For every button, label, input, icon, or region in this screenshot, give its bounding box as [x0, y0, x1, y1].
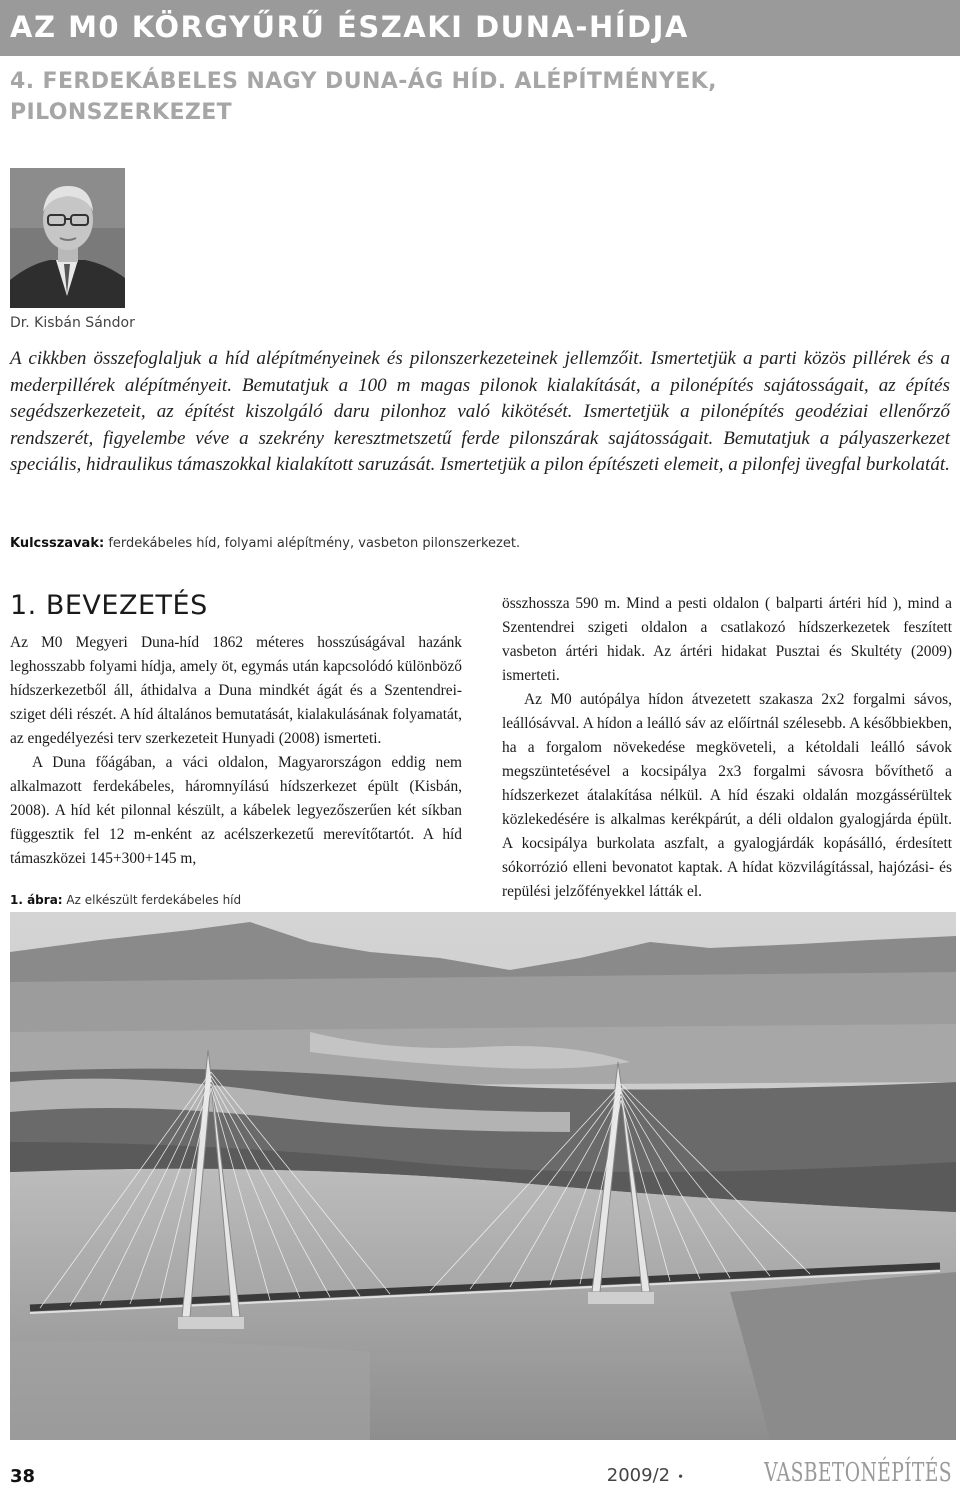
body-paragraph: Az M0 Megyeri Duna-híd 1862 méteres hosszúságával hazánk leghosszabb folyami hídja, amely öt, egymás után kapcsolódó különböző hídszerkezetből áll, áthidalva a Duna mindkét ágát és a Szentendrei-sziget déli részét. A híd általános bemutatását, kialakulásának folyamatát, az engedélyezési terv szerkezeteit Hunyadi (2008) ismerteti. [10, 634, 462, 747]
journal-logo: VASBETONÉPÍTÉS [764, 1458, 952, 1488]
body-paragraph: A Duna főágában, a váci oldalon, Magyarországon eddig nem alkalmazott ferdekábeles, háromnyílású hídszerkezet épült (Kisbán, 2008). A híd két pilonnal készült, a kábelek legyezőszerűen két síkban függesztik fel 12 m-enként az acélszerkezetű merevítőtartót. A híd támaszközei 145+300+145 m, [10, 754, 462, 867]
left-column [10, 590, 462, 871]
article-subtitle: 4. FERDEKÁBELES NAGY DUNA-ÁG HÍD. ALÉPÍTMÉNYEK, PILONSZERKEZET [10, 69, 717, 125]
keywords-text: ferdekábeles híd, folyami alépítmény, vasbeton pilonszerkezet. [108, 536, 521, 551]
author-name: Dr. Kisbán Sándor [10, 315, 135, 331]
figure-caption-text: Az elkészült ferdekábeles híd [66, 893, 242, 907]
figure-caption [10, 893, 241, 907]
title-banner [0, 0, 960, 56]
page-number: 38 [10, 1466, 36, 1487]
figure-label: 1. ábra: [10, 893, 63, 907]
page-title: AZ M0 KÖRGYŰRŰ ÉSZAKI DUNA-HÍDJA [10, 10, 689, 44]
keywords [10, 536, 950, 551]
author-portrait [10, 168, 125, 308]
body-paragraph: Az M0 autópálya hídon átvezetett szakasza 2x2 forgalmi sávos, leállósávval. A hídon a leálló sáv az előírtnál szélesebb. A későbbiekben, ha a forgalom növekedése megköveteli, a kétoldali leálló sávok megszüntetésével a kocsipálya 2x3 forgalmi sávosra bővíthető a hídszerkezet átalakítása nélkül. A híd északi oldalán mozgássérültek közlekedésére is alkalmas kerékpárút, a déli oldalon gyalogjárda épült. A kocsipálya burkolata aszfalt, a gyalogjárdák kopásálló, érdesített sókorrózió elleni bevonatot kaptak. A hídat közvilágítással, hajózási- és repülési jelzőfényekkel látták el. [502, 691, 952, 900]
bridge-photo [10, 912, 956, 1440]
section-title: 1. BEVEZETÉS [10, 590, 208, 621]
issue-number: 2009/2 [606, 1465, 671, 1486]
keywords-label: Kulcsszavak: [10, 536, 105, 551]
journal-footer [607, 1458, 952, 1488]
right-column [502, 592, 952, 904]
body-paragraph: összhossza 590 m. Mind a pesti oldalon ( balparti ártéri híd ), mind a Szentendrei szigeti oldalon a csatlakozó hídszerkezetek feszített vasbeton ártéri hidak. Az ártéri hidakat Pusztai és Skultéty (2009) ismerteti. [502, 595, 952, 684]
abstract: A cikkben összefoglaljuk a híd alépítményeinek és pilonszerkezeteinek jellemzőit. Ismertetjük a parti közös pillérek és a mederpillérek alépítményeit. Bemutatjuk a 100 m magas pilonok kialakítását, a pilonépítés sajátosságait, az építés segédszerkezeteit, az építést kiszolgáló daru pilonhoz való kikötését. Ismertetjük a pilonépítés geodéziai ellenőrző rendszerét, figyelembe véve a szekrény keresztmetszetű ferde pilonszárak sajátosságait. Bemutatjuk a pályaszerkezet speciális, hidraulikus támaszokkal kialakított saruzását. Ismertetjük a pilon építészeti elemeit, a pilonfej üvegfal burkolatát. [10, 348, 950, 475]
footer-bullet: • [678, 1470, 684, 1485]
